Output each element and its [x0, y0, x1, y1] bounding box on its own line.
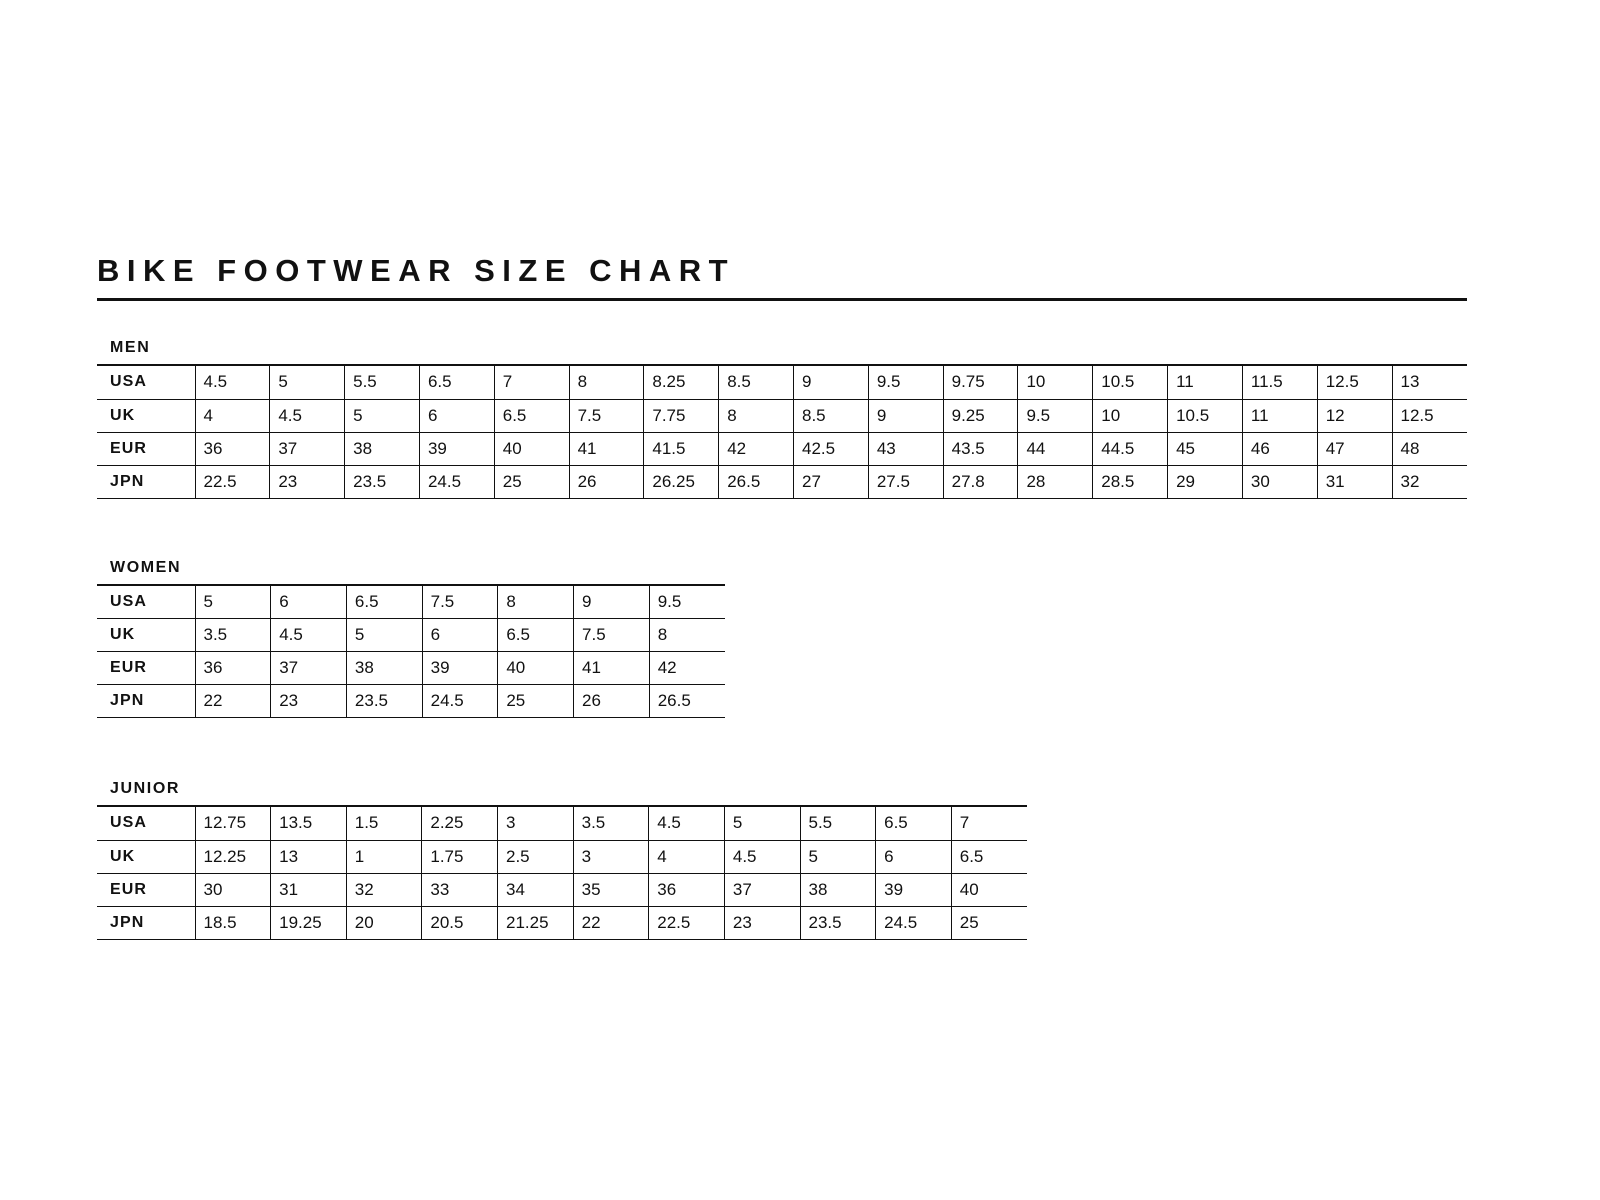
- size-cell: 9: [574, 586, 650, 619]
- size-cell: 29: [1168, 465, 1243, 498]
- section-label-women: WOMEN: [97, 559, 725, 586]
- size-cell: 31: [1317, 465, 1392, 498]
- size-cell: 6: [422, 619, 498, 652]
- size-cell: 48: [1392, 432, 1467, 465]
- size-cell: 39: [876, 873, 952, 906]
- size-cell: 6: [271, 586, 347, 619]
- size-cell: 46: [1242, 432, 1317, 465]
- row-header-eur: EUR: [97, 432, 195, 465]
- size-table-junior: [97, 807, 1027, 940]
- table-row: [97, 652, 725, 685]
- size-cell: 27.8: [943, 465, 1018, 498]
- size-cell: 37: [271, 652, 347, 685]
- size-cell: 12.5: [1392, 399, 1467, 432]
- size-cell: 24.5: [422, 685, 498, 718]
- size-cell: 25: [951, 906, 1027, 939]
- row-header-usa: USA: [97, 366, 195, 399]
- row-header-jpn: JPN: [97, 906, 195, 939]
- size-cell: 4.5: [195, 366, 270, 399]
- size-cell: 26: [574, 685, 650, 718]
- size-cell: 8.25: [644, 366, 719, 399]
- size-cell: 36: [195, 432, 270, 465]
- size-cell: 4.5: [649, 807, 725, 840]
- size-cell: 32: [1392, 465, 1467, 498]
- size-cell: 25: [494, 465, 569, 498]
- table-row: [97, 619, 725, 652]
- size-cell: 7.5: [574, 619, 650, 652]
- size-cell: 22: [573, 906, 649, 939]
- table-row: [97, 465, 1467, 498]
- table-row: [97, 840, 1027, 873]
- size-cell: 23: [271, 685, 347, 718]
- size-cell: 6.5: [498, 619, 574, 652]
- row-header-eur: EUR: [97, 652, 195, 685]
- size-cell: 6.5: [346, 586, 422, 619]
- size-cell: 21.25: [498, 906, 574, 939]
- size-cell: 26.5: [649, 685, 725, 718]
- size-cell: 6.5: [419, 366, 494, 399]
- size-cell: 26: [569, 465, 644, 498]
- row-header-uk: UK: [97, 619, 195, 652]
- size-cell: 32: [346, 873, 422, 906]
- size-cell: 11.5: [1242, 366, 1317, 399]
- size-cell: 13: [271, 840, 347, 873]
- size-cell: 39: [419, 432, 494, 465]
- size-cell: 43.5: [943, 432, 1018, 465]
- size-cell: 41.5: [644, 432, 719, 465]
- row-header-jpn: JPN: [97, 465, 195, 498]
- size-cell: 6.5: [876, 807, 952, 840]
- size-cell: 9.5: [649, 586, 725, 619]
- size-cell: 6.5: [494, 399, 569, 432]
- section-label-men: MEN: [97, 339, 1467, 366]
- size-cell: 24.5: [876, 906, 952, 939]
- size-table-men: [97, 366, 1467, 499]
- table-row: [97, 807, 1027, 840]
- size-cell: 19.25: [271, 906, 347, 939]
- section-label-junior: JUNIOR: [97, 780, 1027, 807]
- size-cell: 6.5: [951, 840, 1027, 873]
- size-cell: 9: [868, 399, 943, 432]
- size-cell: 5: [724, 807, 800, 840]
- size-cell: 4.5: [270, 399, 345, 432]
- table-row: [97, 873, 1027, 906]
- size-cell: 40: [951, 873, 1027, 906]
- size-cell: 23: [270, 465, 345, 498]
- size-cell: 30: [1242, 465, 1317, 498]
- size-cell: 7.75: [644, 399, 719, 432]
- size-cell: 31: [271, 873, 347, 906]
- table-row: [97, 685, 725, 718]
- size-cell: 22.5: [649, 906, 725, 939]
- title-block: [97, 255, 1467, 301]
- size-cell: 23: [724, 906, 800, 939]
- size-cell: 9: [794, 366, 869, 399]
- size-cell: 7: [494, 366, 569, 399]
- table-row: [97, 586, 725, 619]
- size-cell: 10.5: [1093, 366, 1168, 399]
- size-table-women: [97, 586, 725, 719]
- size-cell: 26.25: [644, 465, 719, 498]
- size-cell: 34: [498, 873, 574, 906]
- size-cell: 1: [346, 840, 422, 873]
- size-cell: 2.5: [498, 840, 574, 873]
- size-cell: 28: [1018, 465, 1093, 498]
- size-cell: 37: [270, 432, 345, 465]
- size-cell: 5.5: [345, 366, 420, 399]
- size-cell: 27.5: [868, 465, 943, 498]
- size-cell: 6: [419, 399, 494, 432]
- size-cell: 12.25: [195, 840, 271, 873]
- size-cell: 3.5: [573, 807, 649, 840]
- size-cell: 27: [794, 465, 869, 498]
- size-cell: 26.5: [719, 465, 794, 498]
- table-row: [97, 366, 1467, 399]
- size-cell: 10.5: [1168, 399, 1243, 432]
- size-cell: 5: [270, 366, 345, 399]
- size-cell: 13: [1392, 366, 1467, 399]
- size-cell: 4: [649, 840, 725, 873]
- size-cell: 5: [346, 619, 422, 652]
- size-cell: 36: [649, 873, 725, 906]
- size-cell: 23.5: [346, 685, 422, 718]
- size-cell: 44: [1018, 432, 1093, 465]
- size-cell: 8.5: [719, 366, 794, 399]
- size-cell: 43: [868, 432, 943, 465]
- size-cell: 45: [1168, 432, 1243, 465]
- size-cell: 12.75: [195, 807, 271, 840]
- size-cell: 28.5: [1093, 465, 1168, 498]
- size-cell: 4.5: [271, 619, 347, 652]
- size-cell: 22.5: [195, 465, 270, 498]
- size-cell: 7: [951, 807, 1027, 840]
- size-cell: 5: [345, 399, 420, 432]
- size-cell: 42: [719, 432, 794, 465]
- size-cell: 8: [498, 586, 574, 619]
- size-cell: 25: [498, 685, 574, 718]
- size-cell: 4.5: [724, 840, 800, 873]
- size-cell: 42.5: [794, 432, 869, 465]
- size-cell: 38: [800, 873, 876, 906]
- size-cell: 10: [1018, 366, 1093, 399]
- size-cell: 9.75: [943, 366, 1018, 399]
- size-cell: 7.5: [569, 399, 644, 432]
- size-cell: 9.25: [943, 399, 1018, 432]
- size-cell: 20: [346, 906, 422, 939]
- size-cell: 8: [649, 619, 725, 652]
- size-cell: 4: [195, 399, 270, 432]
- size-cell: 7.5: [422, 586, 498, 619]
- size-cell: 41: [574, 652, 650, 685]
- size-cell: 23.5: [800, 906, 876, 939]
- size-cell: 38: [345, 432, 420, 465]
- size-cell: 44.5: [1093, 432, 1168, 465]
- size-cell: 12.5: [1317, 366, 1392, 399]
- size-cell: 5: [195, 586, 271, 619]
- size-cell: 38: [346, 652, 422, 685]
- size-cell: 2.25: [422, 807, 498, 840]
- row-header-eur: EUR: [97, 873, 195, 906]
- section-men: [97, 339, 1600, 499]
- row-header-jpn: JPN: [97, 685, 195, 718]
- section-junior: [97, 780, 1600, 940]
- size-cell: 30: [195, 873, 271, 906]
- size-cell: 35: [573, 873, 649, 906]
- size-cell: 5.5: [800, 807, 876, 840]
- size-cell: 47: [1317, 432, 1392, 465]
- size-cell: 1.5: [346, 807, 422, 840]
- size-cell: 1.75: [422, 840, 498, 873]
- page-title: BIKE FOOTWEAR SIZE CHART: [97, 253, 736, 288]
- size-cell: 3.5: [195, 619, 271, 652]
- row-header-usa: USA: [97, 807, 195, 840]
- size-cell: 12: [1317, 399, 1392, 432]
- size-cell: 22: [195, 685, 271, 718]
- table-row: [97, 432, 1467, 465]
- table-row: [97, 906, 1027, 939]
- row-header-uk: UK: [97, 840, 195, 873]
- size-cell: 9.5: [1018, 399, 1093, 432]
- size-cell: 3: [498, 807, 574, 840]
- size-cell: 20.5: [422, 906, 498, 939]
- size-cell: 36: [195, 652, 271, 685]
- size-cell: 39: [422, 652, 498, 685]
- size-cell: 13.5: [271, 807, 347, 840]
- size-cell: 5: [800, 840, 876, 873]
- size-cell: 3: [573, 840, 649, 873]
- size-cell: 10: [1093, 399, 1168, 432]
- size-cell: 18.5: [195, 906, 271, 939]
- size-cell: 11: [1168, 366, 1243, 399]
- table-row: [97, 399, 1467, 432]
- size-cell: 41: [569, 432, 644, 465]
- row-header-usa: USA: [97, 586, 195, 619]
- size-cell: 40: [498, 652, 574, 685]
- size-cell: 23.5: [345, 465, 420, 498]
- size-cell: 8: [569, 366, 644, 399]
- size-cell: 24.5: [419, 465, 494, 498]
- size-cell: 6: [876, 840, 952, 873]
- size-cell: 8: [719, 399, 794, 432]
- size-cell: 9.5: [868, 366, 943, 399]
- size-cell: 8.5: [794, 399, 869, 432]
- row-header-uk: UK: [97, 399, 195, 432]
- size-cell: 33: [422, 873, 498, 906]
- size-cell: 11: [1242, 399, 1317, 432]
- size-cell: 40: [494, 432, 569, 465]
- size-cell: 37: [724, 873, 800, 906]
- size-cell: 42: [649, 652, 725, 685]
- section-women: [97, 559, 1600, 719]
